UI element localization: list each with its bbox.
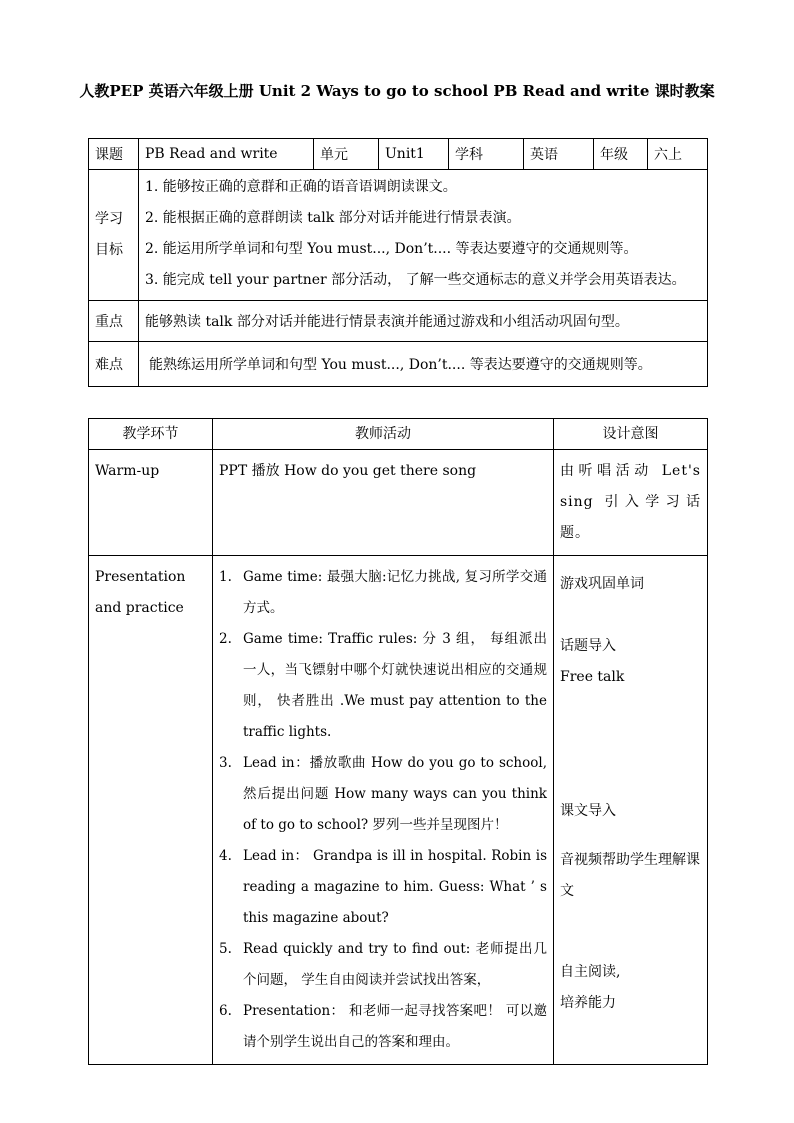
- grade-label: 年级: [594, 139, 648, 170]
- step-number: 4.: [219, 848, 232, 864]
- difficulty-text: 能熟练运用所学单词和句型 You must..., Don’t.... 等表达要遵守的交通规则等。: [139, 342, 708, 387]
- goals-label-line2: 目标: [95, 242, 123, 258]
- goals-label: [89, 170, 139, 301]
- step-text: Lead in： Grandpa is ill in hospital. Robin is reading a magazine to him. Guess: What ’ s this magazine about?: [243, 848, 547, 926]
- teaching-process-table: [88, 418, 708, 1065]
- intent-line: Free talk: [560, 669, 625, 685]
- topic-label: 课题: [89, 139, 139, 170]
- warmup-stage: Warm-up: [89, 450, 213, 556]
- unit-label: 单元: [314, 139, 379, 170]
- intent-line: 课文导入: [560, 803, 616, 819]
- goal-item: 3. 能完成 tell your partner 部分活动， 了解一些交通标志的意义并学会用英语表达。: [145, 272, 686, 288]
- step-item: [219, 562, 547, 624]
- presentation-row: [89, 556, 708, 1065]
- key-point-text: 能够熟读 talk 部分对话并能进行情景表演并能通过游戏和小组活动巩固句型。: [139, 301, 708, 342]
- step-number: 2.: [219, 631, 232, 647]
- presentation-activities: [213, 556, 554, 1065]
- step-text: Game time: 最强大脑:记忆力挑战, 复习所学交通方式。: [243, 569, 547, 616]
- goals-list: [139, 170, 708, 301]
- step-item: [219, 934, 547, 996]
- step-number: 3.: [219, 755, 232, 771]
- design-intent-header: 设计意图: [554, 419, 708, 450]
- intent-line: 游戏巩固单词: [560, 576, 644, 592]
- intent-line: 话题导入: [560, 638, 616, 654]
- step-item: [219, 748, 547, 841]
- step-number: 6.: [219, 1003, 232, 1019]
- step-text: Lead in：播放歌曲 How do you go to school, 然后提出问题 How many ways can you think of to go to school? 罗列一些并呈现图片！: [243, 755, 547, 833]
- stage-header: 教学环节: [89, 419, 213, 450]
- warmup-activity: PPT 播放 How do you get there song: [213, 450, 554, 556]
- key-point-label: 重点: [89, 301, 139, 342]
- difficulty-row: [89, 342, 708, 387]
- step-text: Read quickly and try to find out: 老师提出几个问题， 学生自由阅读并尝试找出答案，: [243, 941, 547, 988]
- goal-item: 1. 能够按正确的意群和正确的语音语调朗读课文。: [145, 179, 457, 195]
- step-text: Game time: Traffic rules: 分 3 组， 每组派出一人，当飞镖射中哪个灯就快速说出相应的交通规则， 快者胜出 .We must pay attention to the traffic lights.: [243, 631, 547, 740]
- step-number: 1.: [219, 569, 232, 585]
- goals-row: [89, 170, 708, 301]
- grade-value: 六上: [648, 139, 708, 170]
- key-point-row: [89, 301, 708, 342]
- teacher-activity-header: 教师活动: [213, 419, 554, 450]
- difficulty-label: 难点: [89, 342, 139, 387]
- warmup-row: [89, 450, 708, 556]
- goal-item: 2. 能根据正确的意群朗读 talk 部分对话并能进行情景表演。: [145, 210, 521, 226]
- intent-line: 自主阅读,: [560, 964, 621, 980]
- intent-line: 音视频帮助学生理解课文: [560, 852, 700, 899]
- info-row: [89, 139, 708, 170]
- step-item: [219, 996, 547, 1058]
- topic-value: PB Read and write: [139, 139, 314, 170]
- step-item: [219, 624, 547, 748]
- step-text: Presentation： 和老师一起寻找答案吧！ 可以邀请个别学生说出自己的答案和理由。: [243, 1003, 547, 1050]
- subject-value: 英语: [524, 139, 594, 170]
- presentation-stage: Presentation and practice: [89, 556, 213, 1065]
- document-title: 人教PEP 英语六年级上册 Unit 2 Ways to go to school PB Read and write 课时教案: [79, 82, 715, 100]
- process-header-row: [89, 419, 708, 450]
- lesson-info-table: [88, 138, 708, 387]
- unit-value: Unit1: [379, 139, 449, 170]
- step-number: 5.: [219, 941, 232, 957]
- subject-label: 学科: [449, 139, 524, 170]
- step-item: [219, 841, 547, 934]
- steps-list: [219, 562, 547, 1058]
- goals-label-line1: 学习: [95, 211, 123, 227]
- goal-item: 2. 能运用所学单词和句型 You must..., Don’t.... 等表达要遵守的交通规则等。: [145, 241, 638, 257]
- presentation-intents: [554, 556, 708, 1065]
- warmup-intent: 由听唱活动 Let's sing 引入学习话题。: [554, 450, 708, 556]
- intent-line: 培养能力: [560, 995, 616, 1011]
